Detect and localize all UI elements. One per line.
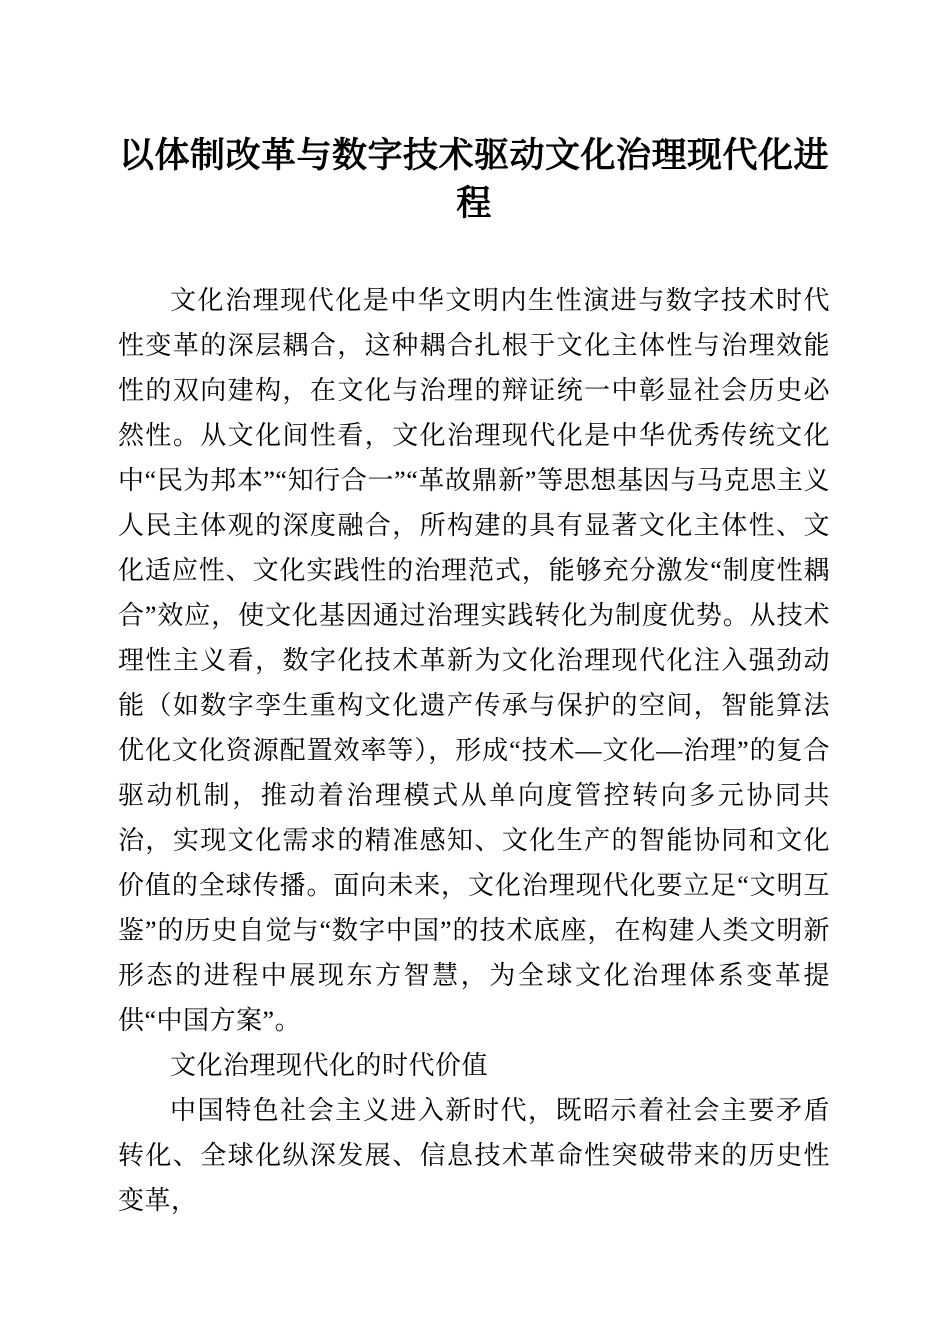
document-title: 以体制改革与数字技术驱动文化治理现代化进程 xyxy=(118,136,829,223)
document-body xyxy=(118,278,830,1223)
section-heading-era-value: 文化治理现代化的时代价值 xyxy=(170,1051,489,1080)
paragraph-overview: 文化治理现代化是中华文明内生性演进与数字技术时代性变革的深层耦合，这种耦合扎根于文化主体性与治理效能性的双向建构，在文化与治理的辩证统一中彰显社会历史必然性。从文化间性看，文化治理现代化是中华优秀传统文化中“民为邦本”“知行合一”“革故鼎新”等思想基因与马克思主义人民主体观的深度融合，所构建的具有显著文化主体性、文化适应性、文化实践性的治理范式，能够充分激发“制度性耦合”效应，使文化基因通过治理实践转化为制度优势。从技术理性主义看，数字化技术革新为文化治理现代化注入强劲动能（如数字孪生重构文化遗产传承与保护的空间，智能算法优化文化资源配置效率等），形成“技术—文化—治理”的复合驱动机制，推动着治理模式从单向度管控转向多元协同共治，实现文化需求的精准感知、文化生产的智能协同和文化价值的全球传播。面向未来，文化治理现代化要立足“文明互鉴”的历史自觉与“数字中国”的技术底座，在构建人类文明新形态的进程中展现东方智慧，为全球文化治理体系变革提供“中国方案”。 xyxy=(118,286,830,1035)
paragraph-new-era: 中国特色社会主义进入新时代，既昭示着社会主要矛盾转化、全球化纵深发展、信息技术革命性突破带来的历史性变革， xyxy=(118,1096,830,1215)
